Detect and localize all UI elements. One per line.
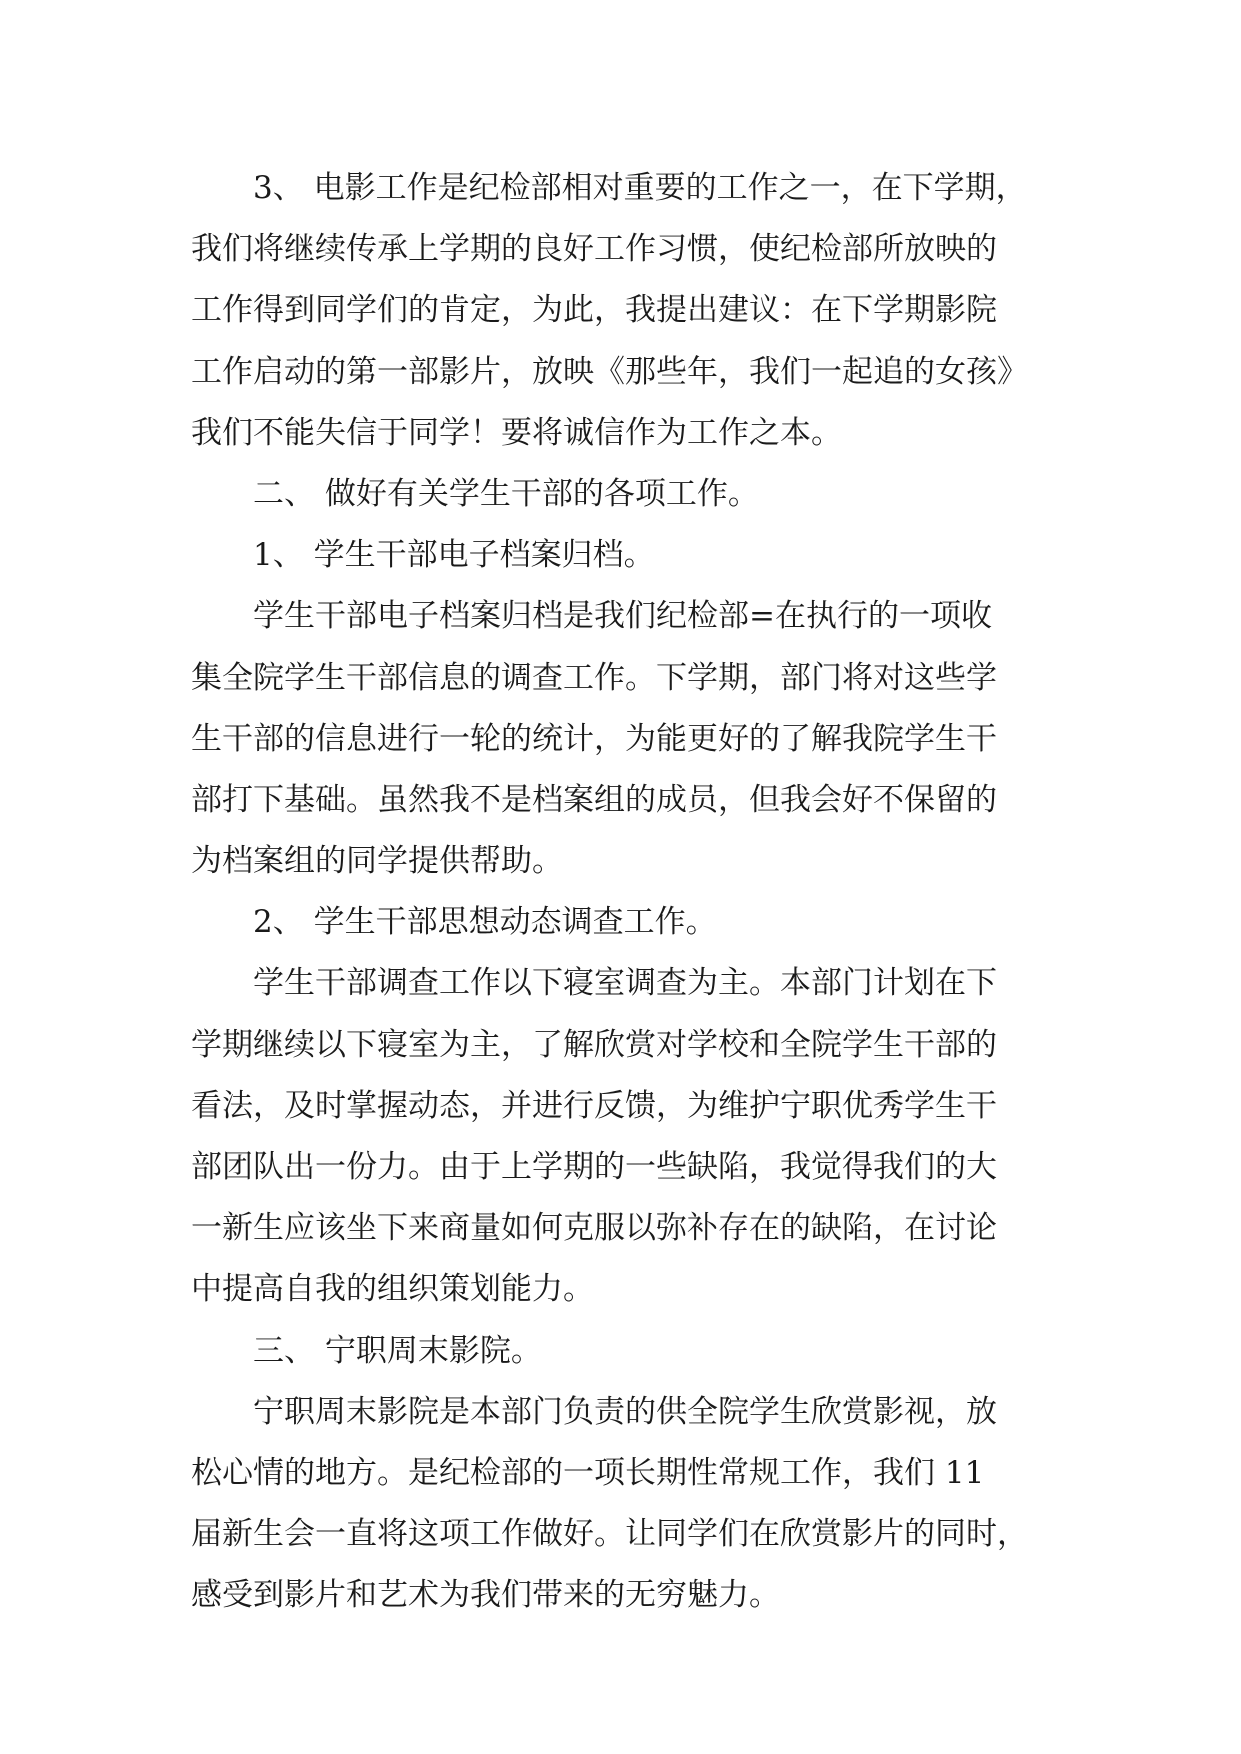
text-line: 部团队出一份力。由于上学期的一些缺陷，我觉得我们的大 (191, 1149, 997, 1185)
text-line: 学生干部调查工作以下寝室调查为主。本部门计划在下 (253, 965, 997, 1002)
text-line: 集全院学生干部信息的调查工作。下学期，部门将对这些学 (191, 659, 997, 696)
text-line: 感受到影片和艺术为我们带来的无穷魅力。 (191, 1577, 780, 1614)
text-line: 工作启动的第一部影片，放映《那些年，我们一起追的女孩》 (191, 353, 1028, 390)
subsection-heading: 1、 学生干部电子档案归档。 (253, 537, 655, 574)
text-line: 我们将继续传承上学期的良好工作习惯，使纪检部所放映的 (191, 231, 997, 268)
text-line: 一新生应该坐下来商量如何克服以弥补存在的缺陷，在讨论 (191, 1210, 997, 1247)
document-body (191, 158, 1091, 1627)
text-line: 为档案组的同学提供帮助。 (191, 843, 563, 880)
text-line: 松心情的地方。是纪检部的一项长期性常规工作，我们 11 (191, 1454, 985, 1491)
text-line: 部打下基础。虽然我不是档案组的成员，但我会好不保留的 (191, 781, 997, 818)
text-line: 看法，及时掌握动态，并进行反馈，为维护宁职优秀学生干 (191, 1087, 997, 1124)
text-line: 生干部的信息进行一轮的统计，为能更好的了解我院学生干 (191, 720, 997, 757)
text-line: 3、 电影工作是纪检部相对重要的工作之一，在下学期， (253, 170, 1027, 206)
text-line: 我们不能失信于同学！要将诚信作为工作之本。 (191, 414, 842, 451)
text-line: 宁职周末影院是本部门负责的供全院学生欣赏影视，放 (253, 1393, 997, 1430)
text-line: 届新生会一直将这项工作做好。让同学们在欣赏影片的同时， (191, 1516, 1028, 1553)
text-line: 学期继续以下寝室为主，了解欣赏对学校和全院学生干部的 (191, 1026, 997, 1063)
text-line: 工作得到同学们的肯定，为此，我提出建议：在下学期影院 (191, 292, 997, 329)
section-heading: 二、 做好有关学生干部的各项工作。 (253, 475, 759, 512)
text-line: 中提高自我的组织策划能力。 (191, 1271, 594, 1308)
text-line: 学生干部电子档案归档是我们纪检部=在执行的一项收 (253, 598, 992, 635)
section-heading: 三、 宁职周末影院。 (253, 1332, 542, 1369)
subsection-heading: 2、 学生干部思想动态调查工作。 (253, 904, 717, 941)
